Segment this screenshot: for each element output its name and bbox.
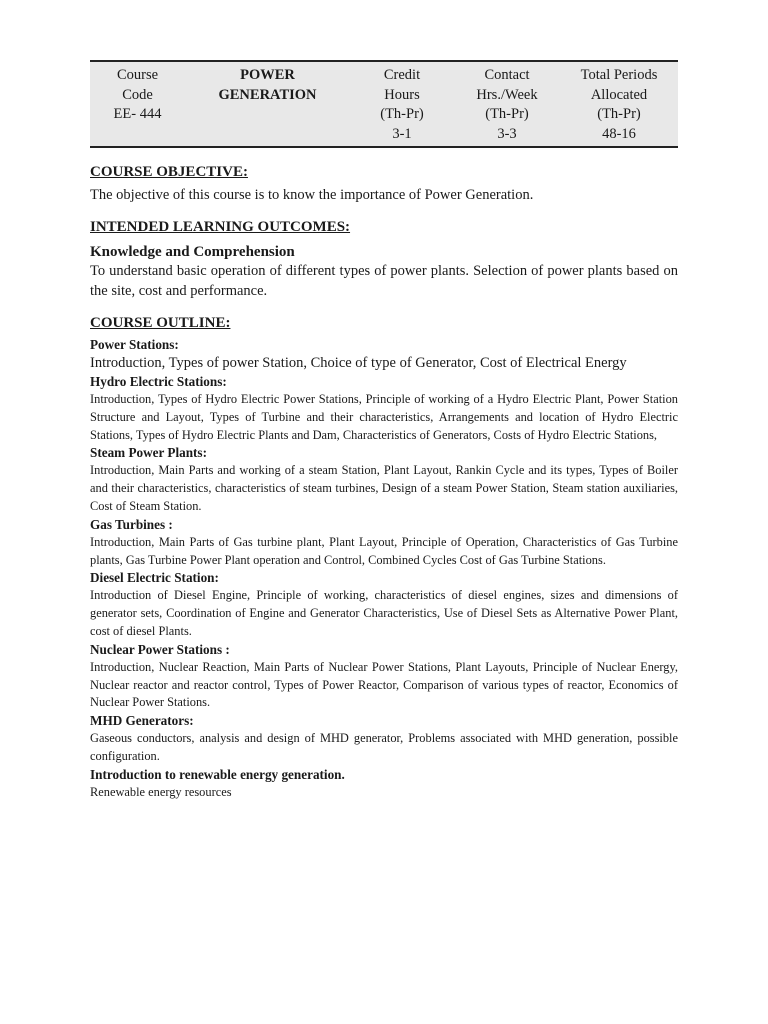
credit-value: 3-1 xyxy=(392,125,412,142)
section-title-mhd: MHD Generators: xyxy=(90,713,194,729)
contact-label-1: Contact xyxy=(484,67,530,83)
section-text-mhd: Gaseous conductors, analysis and design of MHD generator, Problems associated with MHD generation, possible configuration. xyxy=(90,731,678,763)
course-info-table xyxy=(90,60,678,148)
course-code-value: EE- 444 xyxy=(113,106,162,122)
section-title-power-stations: Power Stations: xyxy=(90,337,179,352)
outline-heading: COURSE OUTLINE: xyxy=(90,315,231,331)
total-label-3: (Th-Pr) xyxy=(597,106,641,122)
section-text-steam: Introduction, Main Parts and working of a steam Station, Plant Layout, Rankin Cycle and its types, Types of Boiler and their characteristics, characteristics of steam turbines, Design of a steam Power Station, Steam station auxiliaries, Cost of Steam Station. xyxy=(90,463,678,513)
document-page xyxy=(90,60,678,802)
section-title-diesel: Diesel Electric Station: xyxy=(90,570,219,586)
section-title-nuclear: Nuclear Power Stations : xyxy=(90,641,230,657)
course-title-line-1: POWER xyxy=(240,67,295,83)
section-text-diesel: Introduction of Diesel Engine, Principle of working, characteristics of diesel engines, sizes and dimensions of generator sets, Coordination of Engine and Generator Characteristics, Use of Diesel Sets as Alternative Power Plant, cost of diesel Plants. xyxy=(90,588,678,638)
section-text-power-stations: Introduction, Types of power Station, Choice of type of Generator, Cost of Electrical Energy xyxy=(90,355,627,371)
section-text-renewable: Renewable energy resources xyxy=(90,784,232,799)
section-title-renewable: Introduction to renewable energy generation. xyxy=(90,766,345,782)
outcomes-text: To understand basic operation of different types of power plants. Selection of power plants based on the site, cost and performance. xyxy=(90,263,678,299)
knowledge-subheading: Knowledge and Comprehension xyxy=(90,244,295,260)
section-text-nuclear: Introduction, Nuclear Reaction, Main Parts of Nuclear Power Stations, Plant Layouts, Principle of Nuclear Energy, Nuclear reactor and reactor control, Types of Power Reactor, Comparison of various types of reactor, Economics of Nuclear Power Stations. xyxy=(90,659,678,710)
total-periods-column xyxy=(560,66,678,144)
course-code-label-2: Code xyxy=(122,86,153,103)
total-label-2: Allocated xyxy=(590,86,648,103)
credit-label-3: (Th-Pr) xyxy=(380,106,424,122)
credit-label-2: Hours xyxy=(384,86,420,103)
outcomes-heading: INTENDED LEARNING OUTCOMES: xyxy=(90,219,351,235)
section-title-gas: Gas Turbines : xyxy=(90,516,173,532)
course-code-column xyxy=(90,66,185,144)
contact-value: 3-3 xyxy=(497,125,517,142)
credit-hours-column xyxy=(350,66,454,144)
contact-hours-column xyxy=(454,66,560,144)
section-title-steam: Steam Power Plants: xyxy=(90,445,207,461)
contact-label-2: Hrs./Week xyxy=(476,86,538,103)
contact-label-3: (Th-Pr) xyxy=(485,106,529,122)
total-label-1: Total Periods xyxy=(580,67,658,83)
objective-text: The objective of this course is to know the importance of Power Generation. xyxy=(90,187,534,203)
total-value: 48-16 xyxy=(602,125,636,142)
objective-heading: COURSE OBJECTIVE: xyxy=(90,164,248,180)
course-title-line-2: GENERATION xyxy=(218,86,317,103)
course-title-column xyxy=(185,66,350,144)
section-text-hydro: Introduction, Types of Hydro Electric Power Stations, Principle of working of a Hydro Electric Plant, Power Station Structure and Layout, Types of Turbine and their characteristics, Arrangements and location of Hydro Electric Stations, Types of Hydro Electric Plants and Dam, Characteristics of Generators, Costs of Hydro Electric Stations, xyxy=(90,392,678,442)
section-text-gas: Introduction, Main Parts of Gas turbine plant, Plant Layout, Principle of Operation, Characteristics of Gas Turbine plants, Gas Turbine Power Plant operation and Control, Combined Cycles Cost of Gas Turbine Stations. xyxy=(90,534,678,567)
section-title-hydro: Hydro Electric Stations: xyxy=(90,374,227,389)
course-code-label-1: Course xyxy=(116,67,159,83)
credit-label-1: Credit xyxy=(383,67,421,83)
